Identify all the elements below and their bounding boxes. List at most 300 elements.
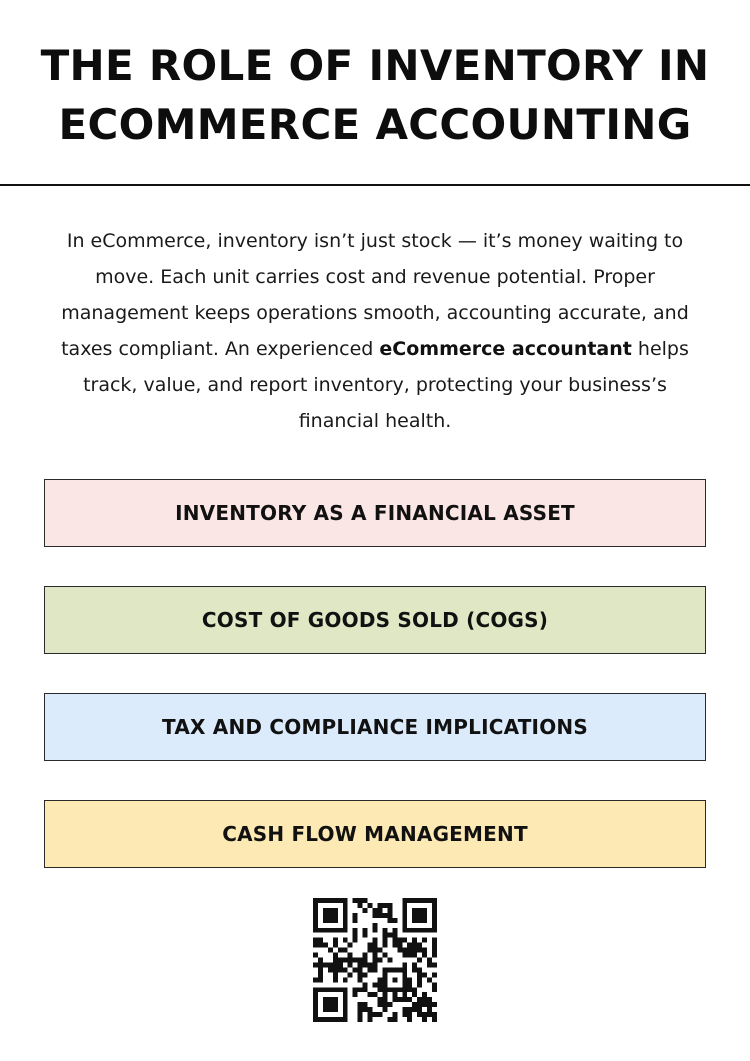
- qr-module: [402, 928, 407, 933]
- qr-module: [348, 953, 353, 958]
- qr-module: [353, 913, 358, 918]
- qr-module: [318, 958, 323, 963]
- qr-module: [377, 982, 382, 987]
- qr-module: [343, 923, 348, 928]
- qr-module: [313, 943, 318, 948]
- qr-module: [328, 948, 333, 953]
- qr-module: [373, 1012, 378, 1017]
- qr-module: [363, 987, 368, 992]
- qr-module: [338, 898, 343, 903]
- qr-module: [382, 928, 387, 933]
- qr-module: [323, 962, 328, 967]
- qr-module: [402, 997, 407, 1002]
- qr-module: [368, 943, 373, 948]
- qr-module: [392, 1012, 397, 1017]
- qr-module: [392, 928, 397, 933]
- qr-module: [318, 1017, 323, 1022]
- qr-module: [417, 1012, 422, 1017]
- qr-module: [323, 908, 328, 913]
- qr-module: [432, 923, 437, 928]
- qr-module: [318, 977, 323, 982]
- qr-module: [377, 903, 382, 908]
- qr-module: [397, 938, 402, 943]
- qr-module: [432, 948, 437, 953]
- qr-module: [417, 977, 422, 982]
- qr-module: [412, 1002, 417, 1007]
- qr-module: [377, 997, 382, 1002]
- qr-module: [427, 1007, 432, 1012]
- qr-module: [363, 958, 368, 963]
- qr-module: [338, 948, 343, 953]
- qr-module: [422, 1002, 427, 1007]
- qr-module: [363, 1007, 368, 1012]
- qr-module: [397, 987, 402, 992]
- qr-module: [313, 1002, 318, 1007]
- qr-module: [387, 903, 392, 908]
- qr-module: [363, 928, 368, 933]
- qr-module: [333, 918, 338, 923]
- qr-module: [333, 977, 338, 982]
- qr-module: [313, 962, 318, 967]
- qr-module: [417, 913, 422, 918]
- qr-module: [318, 972, 323, 977]
- qr-module: [338, 962, 343, 967]
- qr-module: [407, 943, 412, 948]
- qr-module: [377, 958, 382, 963]
- qr-module: [427, 977, 432, 982]
- qr-module: [333, 958, 338, 963]
- qr-module: [363, 962, 368, 967]
- qr-module: [363, 953, 368, 958]
- qr-module: [333, 1017, 338, 1022]
- qr-module: [417, 928, 422, 933]
- qr-module: [432, 972, 437, 977]
- qr-module: [432, 1017, 437, 1022]
- qr-module: [377, 908, 382, 913]
- qr-module: [432, 903, 437, 908]
- qr-module: [373, 938, 378, 943]
- qr-module: [412, 913, 417, 918]
- qr-module: [328, 928, 333, 933]
- qr-module: [363, 898, 368, 903]
- qr-module: [392, 918, 397, 923]
- qr-module: [422, 1012, 427, 1017]
- qr-module: [348, 958, 353, 963]
- qr-module: [333, 1002, 338, 1007]
- qr-module: [313, 987, 318, 992]
- qr-module: [417, 982, 422, 987]
- qr-module: [387, 918, 392, 923]
- qr-module: [353, 918, 358, 923]
- qr-module: [392, 977, 397, 982]
- qr-module: [402, 908, 407, 913]
- qr-module: [382, 913, 387, 918]
- qr-module: [373, 967, 378, 972]
- qr-module: [343, 908, 348, 913]
- qr-module: [343, 903, 348, 908]
- qr-module: [328, 1007, 333, 1012]
- qr-module: [313, 898, 318, 903]
- qr-module: [323, 918, 328, 923]
- qr-module: [368, 1012, 373, 1017]
- qr-module: [343, 1002, 348, 1007]
- qr-module: [318, 938, 323, 943]
- qr-module: [318, 987, 323, 992]
- qr-module: [392, 1017, 397, 1022]
- qr-module: [318, 898, 323, 903]
- qr-module: [373, 943, 378, 948]
- qr-module: [432, 953, 437, 958]
- qr-module: [377, 1012, 382, 1017]
- qr-module: [358, 972, 363, 977]
- qr-module: [417, 908, 422, 913]
- qr-module: [412, 928, 417, 933]
- qr-module: [402, 938, 407, 943]
- qr-module: [407, 953, 412, 958]
- qr-module: [422, 972, 427, 977]
- qr-module: [402, 923, 407, 928]
- qr-module: [392, 997, 397, 1002]
- qr-module: [368, 1017, 373, 1022]
- qr-module: [427, 997, 432, 1002]
- qr-module: [333, 908, 338, 913]
- qr-module: [412, 943, 417, 948]
- qr-module: [328, 898, 333, 903]
- qr-module: [368, 992, 373, 997]
- qr-module: [432, 913, 437, 918]
- qr-module: [358, 958, 363, 963]
- qr-module: [387, 908, 392, 913]
- qr-module: [328, 962, 333, 967]
- qr-module: [387, 967, 392, 972]
- qr-module: [402, 967, 407, 972]
- qr-module: [382, 953, 387, 958]
- qr-module: [412, 938, 417, 943]
- qr-module: [417, 967, 422, 972]
- qr-module: [422, 898, 427, 903]
- qr-module: [402, 987, 407, 992]
- header: [0, 0, 750, 186]
- qr-module: [323, 928, 328, 933]
- qr-module: [323, 997, 328, 1002]
- qr-module: [353, 992, 358, 997]
- qr-module: [397, 943, 402, 948]
- qr-module: [412, 953, 417, 958]
- qr-module: [313, 1007, 318, 1012]
- qr-module: [412, 967, 417, 972]
- qr-module: [353, 958, 358, 963]
- qr-module: [333, 913, 338, 918]
- qr-module: [313, 953, 318, 958]
- qr-module: [343, 987, 348, 992]
- qr-module: [402, 992, 407, 997]
- qr-module: [358, 1017, 363, 1022]
- qr-module: [412, 992, 417, 997]
- qr-module: [422, 992, 427, 997]
- qr-module: [392, 992, 397, 997]
- qr-module: [368, 962, 373, 967]
- qr-module: [313, 938, 318, 943]
- qr-module: [382, 982, 387, 987]
- qr-module: [382, 903, 387, 908]
- qr-module: [368, 967, 373, 972]
- qr-module: [333, 928, 338, 933]
- qr-module: [338, 967, 343, 972]
- intro-bold-keyword: eCommerce accountant: [379, 338, 632, 360]
- qr-module: [358, 1002, 363, 1007]
- qr-module: [343, 967, 348, 972]
- qr-module: [348, 943, 353, 948]
- qr-module: [338, 987, 343, 992]
- qr-module: [323, 898, 328, 903]
- qr-module: [397, 948, 402, 953]
- qr-module: [392, 987, 397, 992]
- qr-module: [392, 933, 397, 938]
- qr-module: [392, 967, 397, 972]
- qr-module: [328, 967, 333, 972]
- qr-module: [422, 918, 427, 923]
- section-cash-flow: [44, 800, 706, 868]
- qr-module: [328, 913, 333, 918]
- qr-module: [363, 908, 368, 913]
- qr-module: [343, 928, 348, 933]
- qr-module: [328, 908, 333, 913]
- section-cogs: [44, 586, 706, 654]
- qr-module: [373, 913, 378, 918]
- qr-module: [407, 1007, 412, 1012]
- qr-module: [432, 943, 437, 948]
- qr-module: [353, 967, 358, 972]
- qr-module: [407, 1017, 412, 1022]
- qr-module: [343, 1012, 348, 1017]
- qr-module: [432, 908, 437, 913]
- qr-module: [417, 997, 422, 1002]
- qr-module: [402, 948, 407, 953]
- qr-module: [313, 992, 318, 997]
- qr-module: [427, 962, 432, 967]
- qr-module: [422, 913, 427, 918]
- qr-module: [373, 982, 378, 987]
- qr-module: [353, 928, 358, 933]
- qr-module: [323, 913, 328, 918]
- qr-module: [402, 977, 407, 982]
- qr-code-icon[interactable]: [313, 898, 437, 1022]
- qr-module: [358, 1012, 363, 1017]
- qr-module: [382, 1007, 387, 1012]
- qr-module: [333, 898, 338, 903]
- qr-module: [417, 958, 422, 963]
- qr-module: [432, 1002, 437, 1007]
- qr-module: [373, 923, 378, 928]
- qr-module: [432, 898, 437, 903]
- qr-module: [382, 938, 387, 943]
- qr-module: [343, 898, 348, 903]
- qr-module: [422, 908, 427, 913]
- qr-module: [417, 918, 422, 923]
- qr-module: [377, 1002, 382, 1007]
- qr-module: [313, 1017, 318, 1022]
- qr-module: [427, 1012, 432, 1017]
- qr-module: [333, 972, 338, 977]
- qr-module: [328, 918, 333, 923]
- qr-module: [402, 953, 407, 958]
- qr-module: [382, 992, 387, 997]
- qr-module: [373, 992, 378, 997]
- qr-module: [402, 962, 407, 967]
- qr-module: [402, 982, 407, 987]
- qr-module: [358, 977, 363, 982]
- qr-module: [373, 908, 378, 913]
- qr-module: [387, 958, 392, 963]
- qr-module: [407, 898, 412, 903]
- qr-module: [412, 918, 417, 923]
- qr-module: [333, 997, 338, 1002]
- qr-module: [363, 972, 368, 977]
- qr-module: [432, 938, 437, 943]
- qr-module: [358, 962, 363, 967]
- qr-module: [412, 1007, 417, 1012]
- qr-module: [382, 977, 387, 982]
- qr-module: [358, 898, 363, 903]
- qr-module: [313, 977, 318, 982]
- section-inventory-financial-asset: [44, 479, 706, 547]
- qr-module: [427, 898, 432, 903]
- qr-module: [412, 898, 417, 903]
- qr-module: [343, 1017, 348, 1022]
- qr-module: [387, 933, 392, 938]
- qr-module: [363, 933, 368, 938]
- intro-text-start: In eCommerce, inventory isn’t just stock — it’s money waiting to move. Each unit carries cost and revenue potential. Proper management keeps operations smooth, accounting accurate, and taxes compliant. An experienced: [61, 230, 689, 360]
- qr-module: [323, 1017, 328, 1022]
- qr-module: [328, 987, 333, 992]
- qr-module: [338, 958, 343, 963]
- qr-module: [412, 908, 417, 913]
- qr-module: [368, 903, 373, 908]
- qr-module: [343, 958, 348, 963]
- qr-module: [412, 948, 417, 953]
- qr-module: [407, 1012, 412, 1017]
- qr-module: [402, 898, 407, 903]
- qr-module: [387, 1017, 392, 1022]
- qr-module: [397, 997, 402, 1002]
- qr-module: [343, 977, 348, 982]
- qr-module: [338, 928, 343, 933]
- qr-module: [422, 948, 427, 953]
- qr-module: [387, 987, 392, 992]
- qr-module: [373, 962, 378, 967]
- intro-text-end: helps track, value, and report inventory, protecting your business’s financial health.: [83, 338, 689, 432]
- qr-module: [417, 943, 422, 948]
- qr-module: [373, 928, 378, 933]
- qr-module: [323, 1007, 328, 1012]
- qr-module: [377, 913, 382, 918]
- qr-module: [382, 943, 387, 948]
- qr-module: [402, 972, 407, 977]
- qr-module: [343, 918, 348, 923]
- qr-module: [313, 928, 318, 933]
- qr-module: [412, 962, 417, 967]
- qr-module: [333, 987, 338, 992]
- qr-module: [343, 992, 348, 997]
- qr-module: [407, 928, 412, 933]
- qr-module: [358, 903, 363, 908]
- qr-module: [387, 1002, 392, 1007]
- qr-module: [382, 997, 387, 1002]
- qr-module: [343, 938, 348, 943]
- qr-module: [422, 928, 427, 933]
- page-title: [0, 36, 750, 154]
- qr-module: [318, 962, 323, 967]
- qr-module: [382, 987, 387, 992]
- qr-module: [313, 923, 318, 928]
- qr-module: [407, 977, 412, 982]
- qr-module: [313, 1012, 318, 1017]
- qr-module: [417, 948, 422, 953]
- qr-module: [373, 958, 378, 963]
- qr-module: [427, 928, 432, 933]
- qr-module: [432, 928, 437, 933]
- qr-module: [397, 967, 402, 972]
- qr-module: [358, 987, 363, 992]
- qr-module: [432, 918, 437, 923]
- section-label: TAX AND COMPLIANCE IMPLICATIONS: [162, 715, 588, 739]
- qr-module: [333, 1007, 338, 1012]
- qr-module: [417, 1002, 422, 1007]
- qr-module: [377, 987, 382, 992]
- qr-module: [382, 967, 387, 972]
- qr-module: [328, 1002, 333, 1007]
- qr-module: [333, 943, 338, 948]
- qr-module: [313, 997, 318, 1002]
- qr-module: [313, 913, 318, 918]
- qr-module: [328, 997, 333, 1002]
- qr-module: [382, 1002, 387, 1007]
- qr-module: [392, 943, 397, 948]
- qr-module: [323, 987, 328, 992]
- qr-module: [348, 972, 353, 977]
- qr-module: [358, 967, 363, 972]
- title-line-2: ECOMMERCE ACCOUNTING: [58, 100, 692, 149]
- qr-module: [422, 938, 427, 943]
- qr-module: [392, 938, 397, 943]
- qr-module: [328, 1017, 333, 1022]
- qr-module: [422, 1017, 427, 1022]
- qr-module: [333, 953, 338, 958]
- qr-module: [333, 962, 338, 967]
- qr-module: [432, 1012, 437, 1017]
- qr-module: [368, 1007, 373, 1012]
- qr-module: [353, 938, 358, 943]
- qr-module: [407, 987, 412, 992]
- qr-module: [402, 1012, 407, 1017]
- qr-module: [323, 943, 328, 948]
- qr-module: [343, 948, 348, 953]
- qr-module: [373, 953, 378, 958]
- qr-module: [333, 938, 338, 943]
- qr-module: [348, 962, 353, 967]
- qr-module: [432, 987, 437, 992]
- qr-module: [318, 943, 323, 948]
- qr-module: [407, 948, 412, 953]
- qr-module: [368, 948, 373, 953]
- qr-module: [353, 933, 358, 938]
- qr-module: [338, 1017, 343, 1022]
- qr-module: [343, 997, 348, 1002]
- qr-module: [417, 972, 422, 977]
- qr-module: [363, 982, 368, 987]
- qr-module: [402, 918, 407, 923]
- qr-module: [323, 1002, 328, 1007]
